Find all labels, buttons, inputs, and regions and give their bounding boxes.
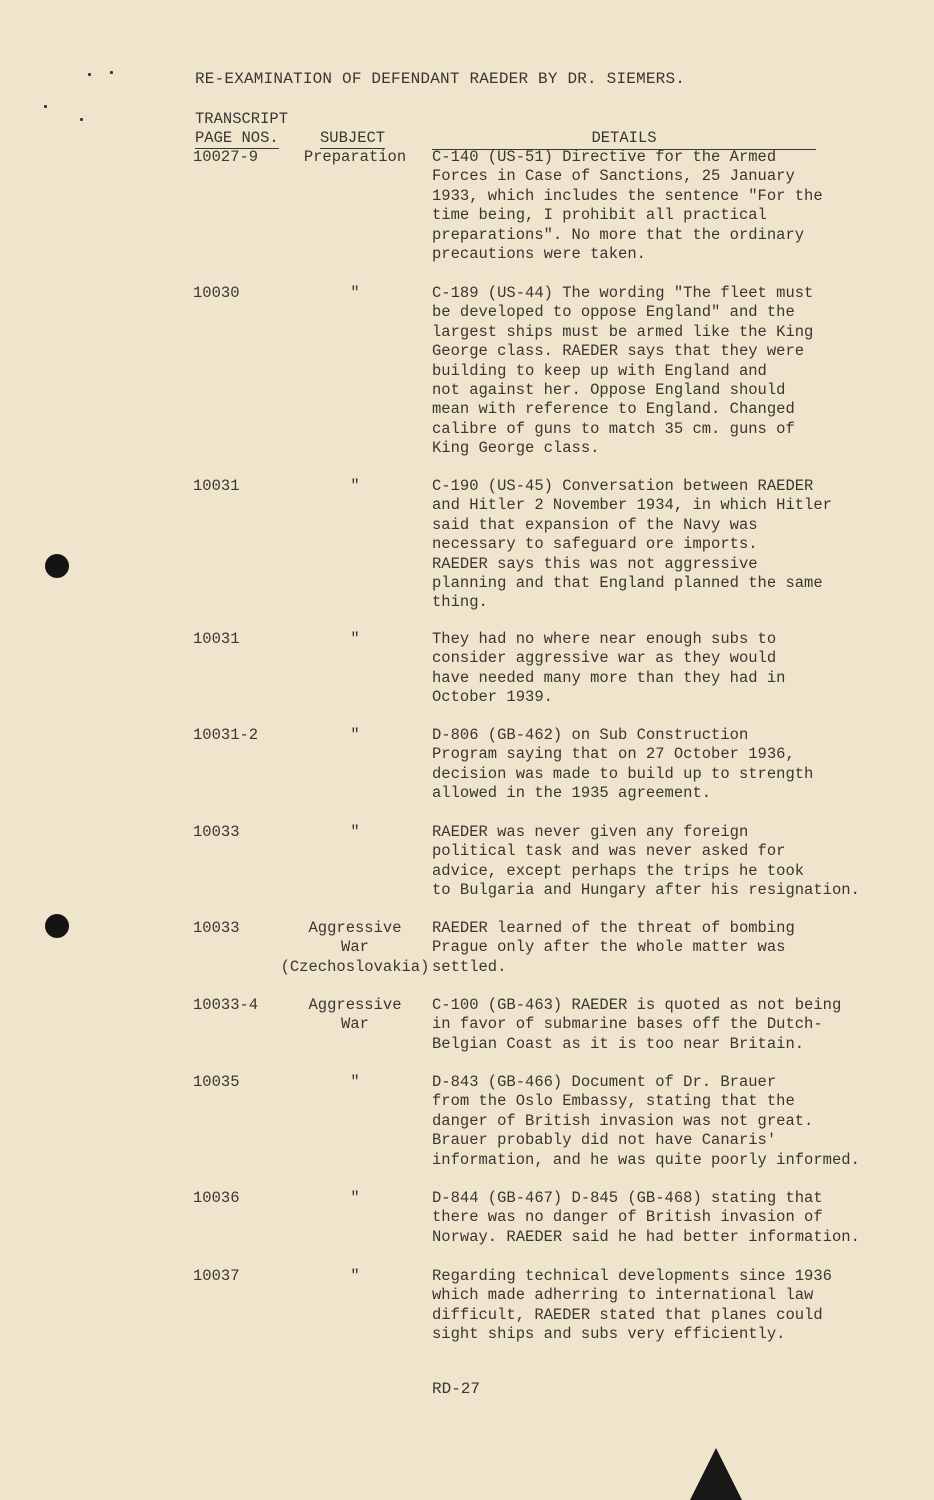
- details: They had no where near enough subs to consider aggressive war as they would have needed many more than they had in October 1939.: [432, 630, 786, 707]
- page-number: 10031: [193, 630, 240, 648]
- details: D-806 (GB-462) on Sub Construction Program saying that on 27 October 1936, decision was made to build up to strength allowed in the 1935 agreement.: [432, 726, 814, 803]
- header-page-nos: PAGE NOS.: [195, 129, 279, 147]
- details: C-100 (GB-463) RAEDER is quoted as not being in favor of submarine bases off the Dutch- Belgian Coast as it is too near Britain.: [432, 996, 842, 1053]
- paper-speck: [80, 118, 83, 121]
- page-number: 10027-9: [193, 148, 259, 166]
- page-number: 10030: [193, 284, 240, 302]
- details: D-844 (GB-467) D-845 (GB-468) stating that there was no danger of British invasion of Norway. RAEDER said he had better information.: [432, 1189, 860, 1246]
- details: RAEDER learned of the threat of bombing Prague only after the whole matter was settled.: [432, 919, 795, 976]
- paper-speck: [110, 71, 113, 74]
- page-number: 10031-2: [193, 726, 259, 744]
- page-number: 10035: [193, 1073, 240, 1091]
- subject: Aggressive War: [308, 996, 402, 1034]
- details: C-140 (US-51) Directive for the Armed Forces in Case of Sanctions, 25 January 1933, which includes the sentence "For the time being, I prohibit all practical preparations". No more that the ordinary precautions were taken.: [432, 148, 823, 264]
- paper-speck: [44, 105, 47, 108]
- page-number: 10037: [193, 1267, 240, 1285]
- subject: Aggressive War (Czechoslovakia): [280, 919, 430, 976]
- details: RAEDER was never given any foreign political task and was never asked for advice, except perhaps the trips he took to Bulgaria and Hungary after his resignation.: [432, 823, 860, 900]
- subject: ": [350, 1189, 360, 1207]
- page-number: 10036: [193, 1189, 240, 1207]
- details: C-190 (US-45) Conversation between RAEDER and Hitler 2 November 1934, in which Hitler said that expansion of the Navy was necessary to safeguard ore imports. RAEDER says this was not aggressive planning and that England planned the same thing.: [432, 477, 832, 612]
- document-title: RE-EXAMINATION OF DEFENDANT RAEDER BY DR. SIEMERS.: [195, 70, 686, 88]
- subject: ": [350, 823, 360, 841]
- subject: ": [350, 1267, 360, 1285]
- page-number: 10033: [193, 823, 240, 841]
- punch-hole: [45, 554, 69, 578]
- page-footer: RD-27: [432, 1380, 481, 1398]
- subject: ": [350, 726, 360, 744]
- header-details: DETAILS: [432, 129, 816, 150]
- subject: ": [350, 630, 360, 648]
- subject: ": [350, 477, 360, 495]
- page-number: 10033: [193, 919, 240, 937]
- subject: Preparation: [303, 148, 407, 166]
- details: C-189 (US-44) The wording "The fleet must be developed to oppose England" and the largest ships must be armed like the King George class. RAEDER says that they were building to keep up with England and not against her. Oppose England should mean with reference to England. Changed calibre of guns to match 35 cm. guns of King George class.: [432, 284, 814, 458]
- details: D-843 (GB-466) Document of Dr. Brauer from the Oslo Embassy, stating that the danger of British invasion was not great. Brauer probably did not have Canaris' information, and he was quite poorly informed.: [432, 1073, 860, 1169]
- paper-speck: [88, 73, 91, 76]
- binder-tab: [690, 1448, 742, 1500]
- header-subject: SUBJECT: [320, 129, 386, 147]
- subject: ": [350, 284, 360, 302]
- details: Regarding technical developments since 1936 which made adherring to international law difficult, RAEDER stated that planes could sight ships and subs very efficiently.: [432, 1267, 832, 1344]
- header-transcript: TRANSCRIPT: [195, 110, 289, 128]
- subject: ": [350, 1073, 360, 1091]
- page-number: 10031: [193, 477, 240, 495]
- punch-hole: [45, 914, 69, 938]
- page-number: 10033-4: [193, 996, 259, 1014]
